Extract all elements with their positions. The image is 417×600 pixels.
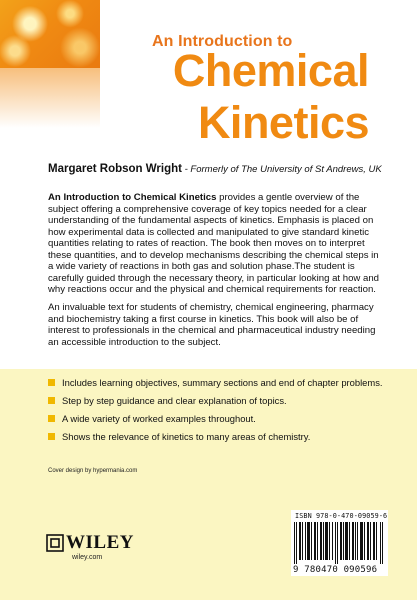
barcode-panel [291,510,388,576]
description-paragraph-1 [48,192,383,296]
book-title-line-2: Kinetics [197,97,369,148]
bullet-square-icon [48,379,55,386]
barcode-icon [294,522,385,564]
bullet-square-icon [48,397,55,404]
publisher-url: wiley.com [72,554,103,561]
feature-list [48,377,393,449]
feature-item [48,395,393,407]
wiley-logo-icon [46,534,64,552]
feature-item [48,413,393,425]
description-body: provides a gentle overview of the subject offering a comprehensive coverage of key topics needed for a clear understanding of the fundamental aspects of kinetics. Emphasis is placed on how experimental data is collected and manipulated to give standard kinetic quantities relating to rates of reaction. The book then moves on to interpret these quantities, and to develop mechanisms describing the chemical steps in a wide variety of reactions in both gas and solution phase.The student is carefully guided through the necessary theory, in particular looking at how and why reactions occur and the physical and chemical requirements for reaction. [48,192,380,295]
series-title: An Introduction to [152,33,293,50]
barcode-digits: 9 780470 090596 [293,565,378,575]
author-affiliation: - Formerly of The University of St Andrews, UK [181,164,382,175]
publisher-logo [46,531,136,565]
book-title-line-1: Chemical [172,45,369,96]
publisher-name: WILEY [66,532,134,553]
feature-item [48,377,393,389]
bullet-square-icon [48,433,55,440]
cover-art [0,0,100,68]
bullet-square-icon [48,415,55,422]
isbn-text: ISBN 978-0-470-09059-6 [295,512,388,520]
description-paragraph-2: An invaluable text for students of chemistry, chemical engineering, pharmacy and biochemistry taking a first course in kinetics. This book will also be of interest to professionals in the chemical and pharmaceutical industry needing an accessible introduction to the subject. [48,302,376,348]
feature-item [48,431,393,443]
feature-text: A wide variety of worked examples throughout. [62,413,256,424]
author-name: Margaret Robson Wright [48,163,182,175]
feature-text: Shows the relevance of kinetics to many areas of chemistry. [62,431,311,442]
cover-art-fade [0,68,100,128]
feature-text: Step by step guidance and clear explanation of topics. [62,395,287,406]
author-line [48,163,388,175]
description-lead: An Introduction to Chemical Kinetics [48,192,217,203]
cover-design-credit: Cover design by hypermania.com [48,468,138,474]
feature-text: Includes learning objectives, summary sections and end of chapter problems. [62,377,383,388]
